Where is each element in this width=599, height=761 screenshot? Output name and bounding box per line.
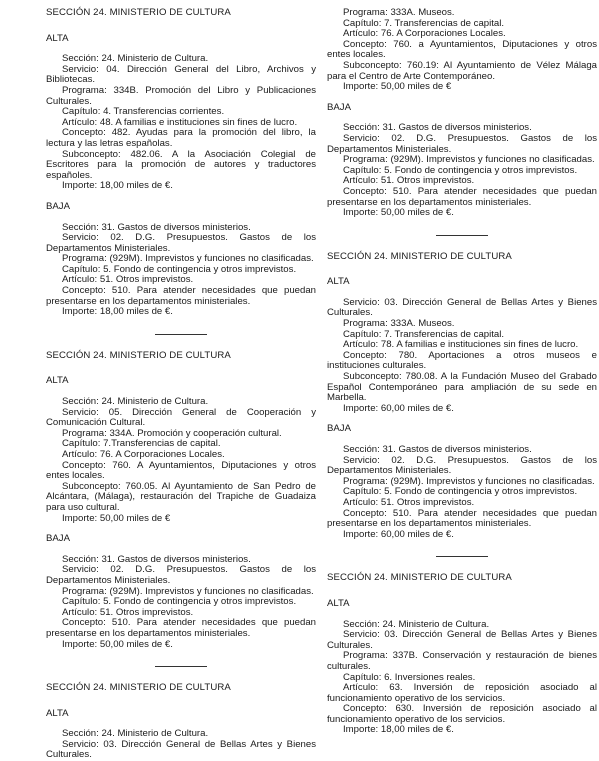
entry-line: Capítulo: 5. Fondo de contingencia y otros imprevistos. (343, 164, 578, 176)
alta-label: ALTA (327, 276, 350, 288)
entry-line: Capítulo: 4. Transferencias corrientes. (62, 106, 225, 118)
entry-line: Artículo: 78. A familias e instituciones sin fines de lucro. (343, 339, 579, 351)
entry-line: Artículo: 48. A familias e instituciones sin fines de lucro. (62, 116, 298, 128)
entry-line: Concepto: 510. Para atender necesidades que puedan presentarse en los departamentos ministeriales. (46, 285, 316, 307)
entry-line: Servicio: 05. Dirección General de Cooperación y Comunicación Cultural. (46, 406, 316, 429)
entry-line: Concepto: 510. Para atender necesidades que puedan presentarse en los departamentos ministeriales. (46, 617, 316, 639)
section-heading: SECCIÓN 24. MINISTERIO DE CULTURA (46, 682, 231, 694)
entry-line: Concepto: 760. A Ayuntamientos, Diputaciones y otros entes locales. (46, 459, 316, 482)
entry-line: Sección: 24. Ministerio de Cultura. (62, 53, 209, 65)
entry-line: Programa: (929M). Imprevistos y funciones no clasificadas. (343, 475, 595, 487)
baja-label: BAJA (327, 101, 351, 113)
entry-line: Programa: 333A. Museos. (343, 7, 455, 18)
entry-line: Importe: 18,00 miles de €. (343, 724, 454, 736)
entry-line: Artículo: 51. Otros imprevistos. (343, 496, 475, 508)
entry-line: Artículo: 63. Inversión de reposición asociado al funcionamiento operativo de los servicios. (327, 682, 597, 704)
entry-line: Sección: 31. Gastos de diversos ministerios. (62, 221, 251, 233)
entry-line: Artículo: 51. Otros imprevistos. (343, 175, 475, 187)
entry-line: Programa: (929M). Imprevistos y funciones no clasificadas. (62, 253, 314, 265)
section-heading: SECCIÓN 24. MINISTERIO DE CULTURA (46, 349, 231, 361)
group-gap (327, 414, 597, 424)
section-block (327, 8, 597, 219)
entry-line: Sección: 24. Ministerio de Cultura. (343, 618, 490, 630)
entry-line: Servicio: 03. Dirección General de Bellas Artes y Bienes Culturales. (327, 629, 597, 651)
group-gap (46, 524, 316, 534)
alta-label: ALTA (46, 32, 69, 44)
entry-line: Capítulo: 5. Fondo de contingencia y otros imprevistos. (62, 263, 297, 275)
entry-line: Importe: 18,00 miles de €. (62, 180, 173, 192)
entry-line: Concepto: 630. Inversión de reposición asociado al funcionamiento operativo de los servicios. (327, 703, 597, 725)
entry-line: Subconcepto: 482.06. A la Asociación Colegial de Escritores para la promoción de autores y traductores españoles. (46, 148, 316, 181)
entry-line: Importe: 50,00 miles de €. (62, 638, 173, 650)
section-block (327, 573, 597, 736)
entry-line: Artículo: 76. A Corporaciones Locales. (343, 28, 506, 40)
section-separator (155, 666, 207, 667)
entry-line: Programa: 337B. Conservación y restauración de bienes culturales. (327, 650, 597, 672)
alta-label: ALTA (46, 375, 69, 387)
entry-line: Servicio: 03. Dirección General de Bellas Artes y Bienes Culturales. (327, 296, 597, 319)
entry-line: Sección: 31. Gastos de diversos ministerios. (343, 444, 532, 455)
entry-line: Sección: 24. Ministerio de Cultura. (62, 396, 209, 408)
entry-line: Artículo: 51. Otros imprevistos. (62, 274, 194, 286)
entry-line: Importe: 50,00 miles de € (343, 81, 452, 93)
entry-line: Subconcepto: 760.19: Al Ayuntamiento de Vélez Málaga para el Centro de Arte Contemporáneo. (327, 59, 597, 82)
entry-line: Servicio: 04. Dirección General del Libro, Archivos y Bibliotecas. (46, 63, 316, 86)
entry-line: Capítulo: 5. Fondo de contingencia y otros imprevistos. (343, 486, 578, 498)
entry-line: Capítulo: 7. Transferencias de capital. (343, 17, 505, 29)
group-gap (327, 93, 597, 103)
entry-line: Sección: 31. Gastos de diversos ministerios. (62, 553, 251, 565)
entry-line: Subconcepto: 780.08. A la Fundación Museo del Grabado Español Contemporáneo para ampliación de su sede en Marbella. (327, 371, 597, 404)
entry-line: Servicio: 02. D.G. Presupuestos. Gastos de los Departamentos Ministeriales. (327, 132, 597, 155)
entry-line: Servicio: 02. D.G. Presupuestos. Gastos de los Departamentos Ministeriales. (327, 454, 597, 477)
left-column (46, 8, 316, 761)
entry-line: Servicio: 02. D.G. Presupuestos. Gastos de los Departamentos Ministeriales. (46, 564, 316, 586)
baja-label: BAJA (46, 200, 70, 212)
entry-line: Importe: 60,00 miles de €. (343, 402, 454, 414)
section-block (46, 8, 316, 318)
entry-line: Concepto: 760. a Ayuntamientos, Diputaciones y otros entes locales. (327, 38, 597, 61)
right-column (327, 8, 597, 736)
section-heading: SECCIÓN 24. MINISTERIO DE CULTURA (327, 572, 512, 584)
section-separator (436, 556, 488, 557)
section-block (46, 351, 316, 650)
entry-line: Importe: 18,00 miles de €. (62, 306, 173, 318)
baja-label: BAJA (327, 423, 351, 435)
entry-line: Importe: 60,00 miles de €. (343, 528, 454, 540)
entry-line: Programa: 334A. Promoción y cooperación cultural. (62, 427, 282, 439)
entry-line: Importe: 50,00 miles de €. (343, 207, 454, 219)
entry-line: Programa: (929M). Imprevistos y funciones no clasificadas. (62, 585, 314, 597)
entry-line: Programa: 333A. Museos. (343, 318, 455, 330)
entry-line: Artículo: 51. Otros imprevistos. (62, 606, 194, 618)
section-separator (155, 334, 207, 335)
entry-line: Concepto: 510. Para atender necesidades que puedan presentarse en los departamentos ministeriales. (327, 507, 597, 530)
entry-line: Concepto: 510. Para atender necesidades que puedan presentarse en los departamentos ministeriales. (327, 185, 597, 208)
entry-line: Programa: 334B. Promoción del Libro y Publicaciones Culturales. (46, 84, 316, 107)
entry-line: Servicio: 03. Dirección General de Bellas Artes y Bienes Culturales. (46, 738, 316, 761)
entry-line: Concepto: 482. Ayudas para la promoción del libro, la lectura y las letras españolas. (46, 127, 316, 149)
section-separator (436, 235, 488, 236)
alta-label: ALTA (46, 707, 69, 719)
entry-line: Sección: 24. Ministerio de Cultura. (62, 728, 209, 740)
entry-line: Importe: 50,00 miles de € (62, 512, 171, 524)
group-gap (46, 192, 316, 202)
entry-line: Servicio: 02. D.G. Presupuestos. Gastos de los Departamentos Ministeriales. (46, 232, 316, 254)
section-heading: SECCIÓN 24. MINISTERIO DE CULTURA (46, 7, 231, 18)
alta-label: ALTA (327, 597, 350, 609)
entry-line: Capítulo: 7. Transferencias de capital. (343, 328, 505, 340)
section-block (327, 252, 597, 541)
entry-line: Capítulo: 6. Inversiones reales. (343, 671, 476, 683)
section-heading: SECCIÓN 24. MINISTERIO DE CULTURA (327, 250, 512, 262)
entry-line: Artículo: 76. A Corporaciones Locales. (62, 449, 225, 460)
entry-line: Capítulo: 7.Transferencias de capital. (62, 438, 221, 450)
section-block (46, 683, 316, 761)
entry-line: Subconcepto: 760.05. Al Ayuntamiento de San Pedro de Alcántara, (Málaga), restauración del Trapiche de Guadaiza para uso cultural. (46, 480, 316, 513)
entry-line: Programa: (929M). Imprevistos y funciones no clasificadas. (343, 154, 595, 166)
entry-line: Sección: 31. Gastos de diversos ministerios. (343, 122, 532, 134)
entry-line: Capítulo: 5. Fondo de contingencia y otros imprevistos. (62, 596, 297, 608)
baja-label: BAJA (46, 533, 70, 545)
entry-line: Concepto: 780. Aportaciones a otros museos e instituciones culturales. (327, 349, 597, 372)
